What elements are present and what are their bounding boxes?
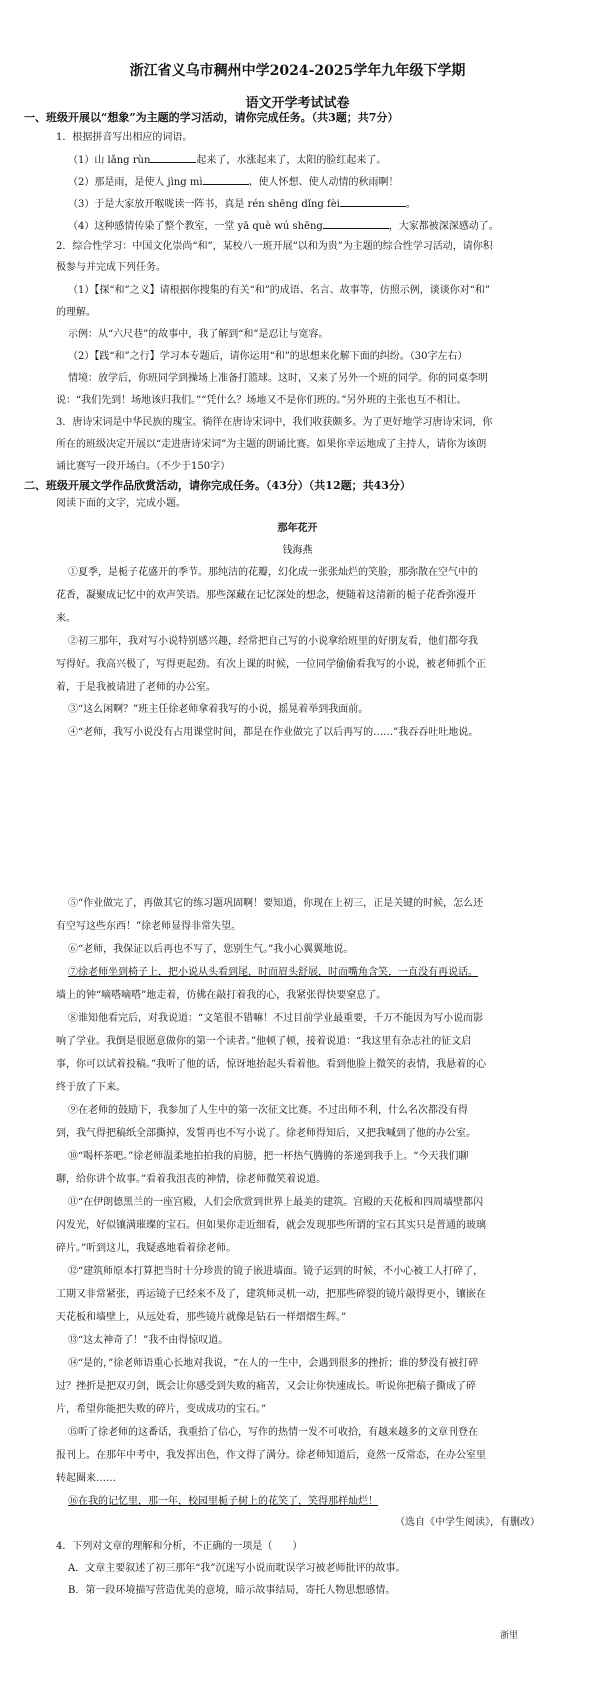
article-line: 花香，凝聚成记忆中的欢声笑语。那些深藏在记忆深处的想念，便随着这清新的栀子花香弥漫开: [56, 590, 476, 601]
article-line: 聊，给你讲个故事。”看着我沮丧的神情，徐老师微笑着说道。: [56, 1174, 327, 1185]
article-line: 片，希望你能把失败的碎片，变成成功的宝石。”: [56, 1404, 267, 1415]
article-line: ⑮听了徐老师的这番话，我重拾了信心，写作的热情一发不可收拾，有越来越多的文章刊登在: [68, 1427, 478, 1438]
article-line: 来。: [56, 613, 76, 624]
q1-1-blank[interactable]: [150, 152, 196, 163]
article-line: ④“老师，我写小说没有占用课堂时间，都是在作业做完了以后再写的……”我吞吞吐吐地说。: [68, 727, 479, 738]
part2-heading: 二、班级开展文学作品欣赏活动，请你完成任务。（43分）（共12题；共43分）: [24, 479, 411, 492]
q3-line2: 所在的班级决定开展以“走进唐诗宋词”为主题的朗诵比赛。如果你幸运地成了主持人，请你为该朗: [56, 439, 487, 450]
article-line: ⑬“这太神奇了！”我不由得惊叹道。: [68, 1335, 229, 1346]
q1-stem: 1．根据拼音写出相应的词语。: [56, 132, 193, 143]
article-line: ⑤“作业做完了，再做其它的练习题巩固啊！要知道，你现在上初三，正是关键的时候，怎么还: [68, 898, 484, 909]
q1-2-suffix: 、使人怀想、使人动情的秋雨啊！: [248, 177, 399, 188]
article-line: ⑨在老师的鼓励下，我参加了人生中的第一次征文比赛。不过出师不利，什么名次都没有得: [68, 1105, 468, 1116]
q1-1-prefix: （1）山 lǎng rùn: [68, 155, 151, 166]
article-line: 过？挫折是把双刃剑，既会让你感受到失败的痛苦，又会让你快速成长。听说你把稿子撕成了碎: [56, 1381, 476, 1392]
q1-4-prefix: （4）这种感情传染了整个教室，一堂 yā què wú shēng: [68, 221, 323, 232]
article-line: ②初三那年，我对写小说特别感兴趣，经常把自己写的小说拿给班里的好朋友看，他们都夸我: [68, 636, 478, 647]
q2-stem-line1: 2．综合性学习：中国文化崇尚“和”，某校八一班开展“以和为贵”为主题的综合性学习活动，请你积: [56, 241, 493, 252]
q1-2: [68, 174, 558, 190]
q3-line1: 3．唐诗宋词是中华民族的瑰宝。徜徉在唐诗宋词中，我们收获颇多。为了更好地学习唐诗宋词，你: [56, 417, 493, 428]
q2-2: （2）【践“和”之行】学习本专题后，请你运用“和”的思想来化解下面的纠纷。（30字左右）: [68, 351, 468, 362]
q4-stem: 4．下列对文章的理解和分析，不正确的一项是（ ）: [56, 1541, 303, 1552]
q1-2-blank[interactable]: [203, 174, 249, 185]
article-line: ⑩“喝杯茶吧。”徐老师温柔地拍拍我的肩膀，把一杯热气腾腾的茶递到我手上。“今天我们聊: [68, 1151, 469, 1162]
article-line: ⑦徐老师坐到椅子上，把小说从头看到尾，时而眉头舒展，时而嘴角含笑，一直没有再说话。: [68, 967, 478, 978]
q4-option-a: A．文章主要叙述了初三那年“我”沉迷写小说而耽误学习被老师批评的故事。: [68, 1563, 406, 1574]
article-line: 碎片。”听到这儿，我疑惑地看着徐老师。: [56, 1243, 237, 1254]
article-line: 事，你可以试着投稿。”我听了他的话，惊讶地抬起头看着他。看到他脸上微笑的表情，我悬着的心: [56, 1059, 487, 1070]
article-line: ①夏季，是栀子花盛开的季节。那纯洁的花瓣，幻化成一张张灿烂的笑脸，那弥散在空气中的: [68, 567, 478, 578]
reading-intro: 阅读下面的文字，完成小题。: [56, 498, 186, 509]
q1-3-blank[interactable]: [340, 196, 406, 207]
article-line: 响了学业。我倒是很愿意做你的第一个读者。”他顿了顿，接着说道：“我这里有杂志社的征文启: [56, 1036, 472, 1047]
article-line: 写得好。我高兴极了，写得更起劲。有次上课的时候，一位同学偷偷看我写的小说，被老师抓个正: [56, 659, 486, 670]
q1-1-suffix: 起来了，水涨起来了，太阳的脸红起来了。: [196, 155, 387, 166]
article-source: （选自《中学生阅读》，有删改）: [395, 1517, 540, 1528]
article-line: ⑧谁知他看完后，对我说道：“文笔很不错嘛！不过目前学业最重要，千万不能因为写小说而影: [68, 1013, 484, 1024]
q1-2-prefix: （2）那是雨，是使人 jìng mì: [68, 177, 203, 188]
q2-2-scene-line1: 情境：放学后，你班同学到操场上准备打篮球。这时，又来了另外一个班的同学。你的同桌李明: [68, 373, 488, 384]
article-line: 工期又非常紧张，再运镜子已经来不及了，建筑师灵机一动，把那些碎裂的镜片敲得更小，镶嵌在: [56, 1289, 486, 1300]
part1-heading: 一、班级开展以“想象”为主题的学习活动，请你完成任务。（共3题；共7分）: [24, 111, 399, 124]
q1-3-prefix: （3）于是大家放开喉咙读一阵书，真是 rén shēng dǐng fèi: [68, 199, 340, 210]
q2-1-line1: （1）【探“和”之义】请根据你搜集的有关“和”的成语、名言、故事等，仿照示例，谈谈你对“和”: [68, 285, 491, 296]
article-line: 到，我气得把稿纸全部撕掉，发誓再也不写小说了。徐老师得知后，又把我喊到了他的办公室。: [56, 1128, 476, 1139]
q1-4: [68, 218, 558, 234]
q1-4-blank[interactable]: [323, 218, 389, 229]
article-line: 有空写这些东西！”徐老师显得非常失望。: [56, 921, 242, 932]
exam-title-line2: 语文开学考试试卷: [245, 96, 350, 111]
article-line: 转起圈来……: [56, 1473, 116, 1484]
article-line: ⑥“老师，我保证以后再也不写了，您别生气。”我小心翼翼地说。: [68, 944, 354, 955]
article-line: ⑭“是的，”徐老师语重心长地对我说，“在人的一生中，会遇到很多的挫折；谁的梦没有被打碎: [68, 1358, 479, 1369]
q2-2-scene-line2: 说：“我们先到！场地该归我们。”“凭什么？场地又不是你们班的。”另外班的主张也互不相让。: [56, 395, 467, 406]
article-line: 墙上的钟“嘀嗒嘀嗒”地走着，仿佛在敲打着我的心，我紧张得快要窒息了。: [56, 990, 387, 1001]
article-author: 钱海燕: [282, 545, 313, 556]
article-line: 终于放了下来。: [56, 1082, 126, 1093]
q2-stem-line2: 极参与并完成下列任务。: [56, 262, 166, 273]
article-line: 闪发光，好似镶满璀璨的宝石。但如果你走近细看，就会发现那些所谓的宝石其实只是普通的玻璃: [56, 1220, 486, 1231]
q2-example: 示例：从“六尺巷”的故事中，我了解到“和”是忍让与宽容。: [68, 329, 329, 340]
article-title: 那年花开: [277, 523, 318, 534]
article-line: ⑫“建筑师原本打算把当时十分珍贵的镜子嵌进墙面。镜子运到的时候，不小心被工人打碎了，: [68, 1266, 484, 1277]
exam-title-line1: 浙江省义乌市稠州中学2024-2025学年九年级下学期: [129, 63, 466, 79]
footer-label: 浙里: [500, 1631, 519, 1641]
article-line: 报刊上。在那年中考中，我发挥出色，作文得了满分。徐老师知道后，竟然一反常态，在办公室里: [56, 1450, 486, 1461]
article-line: 天花板和墙壁上，从远处看，那些镜片就像是钻石一样熠熠生辉。”: [56, 1312, 347, 1323]
q3-line3: 诵比赛写一段开场白。（不少于150字）: [56, 461, 231, 472]
q1-1: [68, 152, 558, 168]
q2-1-line2: 的理解。: [56, 307, 96, 318]
article-line: ⑪“在伊朗德黑兰的一座宫殿，人们会欣赏到世界上最美的建筑。宫殿的天花板和四周墙壁都闪: [68, 1197, 484, 1208]
article-line: 着，于是我被请进了老师的办公室。: [56, 682, 216, 693]
q4-option-b: B．第一段环境描写营造优美的意境，暗示故事结局，寄托人物思想感情。: [68, 1585, 396, 1596]
q1-3-suffix: 。: [405, 199, 416, 210]
article-line: ⑯在我的记忆里，那一年，校园里栀子树上的花笑了，笑得那样灿烂！: [68, 1496, 378, 1507]
q1-4-suffix: ，大家都被深深感动了。: [388, 221, 499, 232]
q1-3: [68, 196, 558, 212]
article-line: ③“这么闲啊？”班主任徐老师拿着我写的小说，摇晃着举到我面前。: [68, 704, 369, 715]
